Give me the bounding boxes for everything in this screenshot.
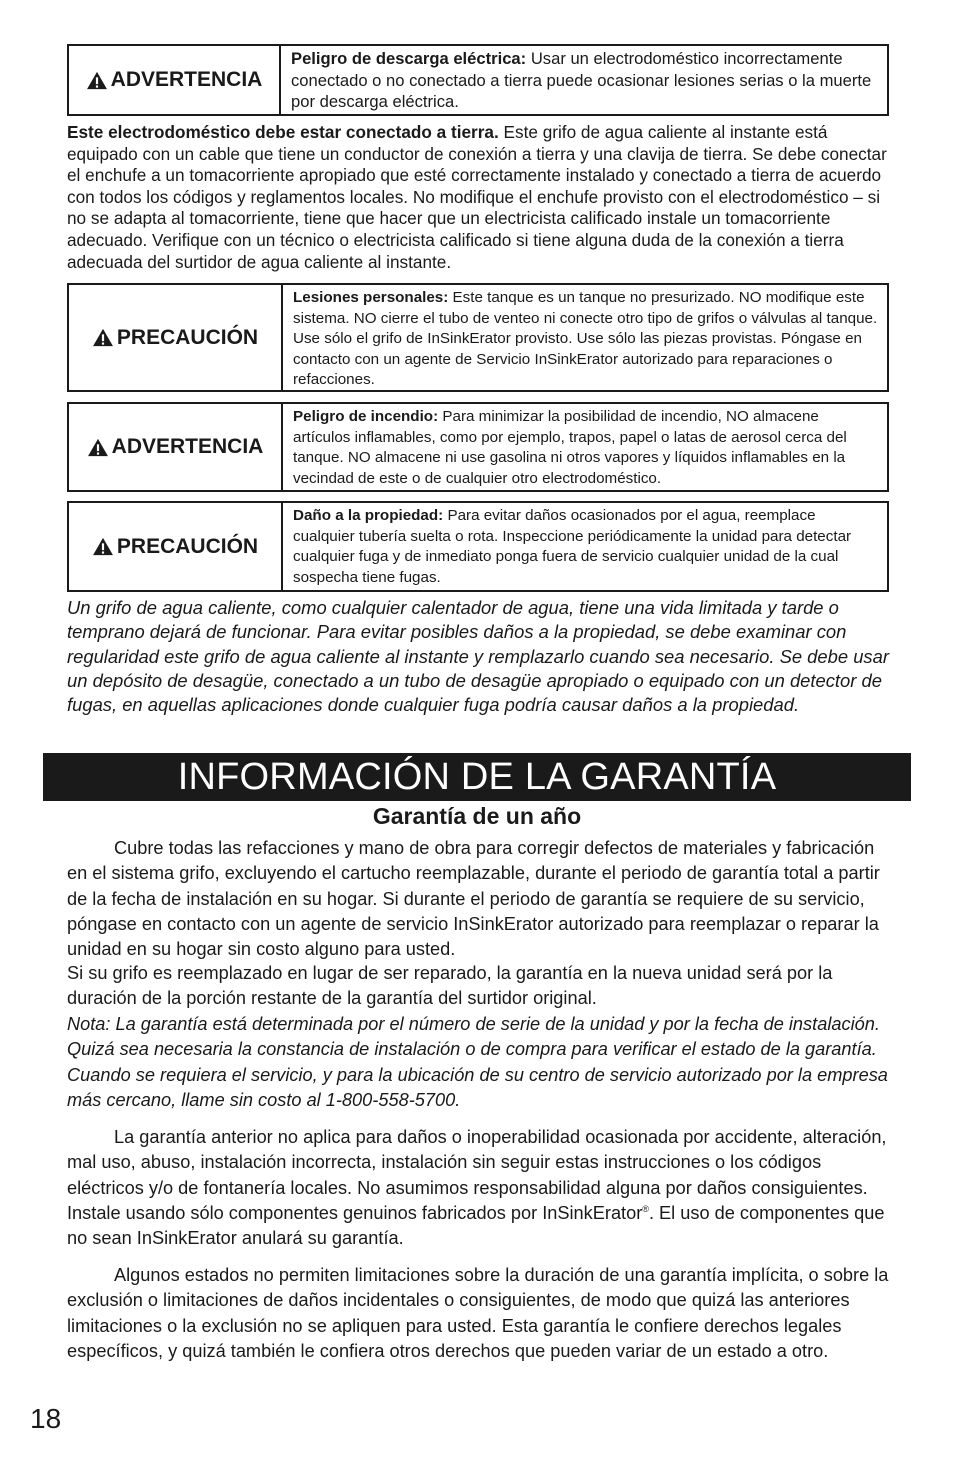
warning-label-text: ADVERTENCIA: [110, 68, 263, 91]
caution-label-text: PRECAUCIÓN: [116, 325, 259, 349]
replacement-paragraph: Si su grifo es reemplazado en lugar de ser reparado, la garantía en la nueva unidad será por la duración de la porción restante de la garantía del surtidor original.: [67, 963, 833, 1009]
grounding-text: Este grifo de agua caliente al instante está equipado con un cable que tiene un conductor de conexión a tierra y una clavija de tierra. Se debe conectar el enchufe a un tomacorriente apropiado que esté correctamente instalado y conectado a tierra de acuerdo con todos los códigos y reglamentos locales. No modifique el enchufe provisto con el electrodoméstico – si no se adapta al tomacorriente, tiene que hacer que un electricista calificado instale un tomacorriente adecuado. Verifique con un técnico o electricista calificado si tiene alguna duda de la conexión a tierra adecuada del surtidor de agua caliente al instante.: [67, 122, 887, 272]
registered-mark: ®: [642, 1203, 649, 1214]
caution-label-text: PRECAUCIÓN: [116, 534, 259, 558]
caution-title: Daño a la propiedad:: [293, 507, 444, 524]
property-damage-caution-box: [67, 501, 889, 592]
warning-triangle-icon: [86, 71, 108, 90]
lifespan-note: Un grifo de agua caliente, como cualquier calentador de agua, tiene una vida limitada y tarde o temprano dejará de funcionar. Para evitar posibles daños a la propiedad, se debe examinar con regularidad este grifo de agua caliente al instante y remplazarlo cuando sea necesario. Se debe usar un depósito de desagüe, conectado a un tubo de desagüe apropiado o equipado con un detector de fugas, en aquellas aplicaciones donde cualquier fuga podría causar daños a la propiedad.: [67, 597, 889, 716]
grounding-bold: Este electrodoméstico debe estar conectado a tierra.: [67, 122, 499, 142]
warranty-coverage-paragraph: Cubre todas las refacciones y mano de obra para corregir defectos de materiales y fabricación en el sistema grifo, excluyendo el cartucho reemplazable, durante el periodo de garantía total a partir de la fecha de instalación en su hogar. Si durante el periodo de garantía se requiere de su servicio, póngase en contacto con un agente de servicio InSinkErator autorizado para reemplazar o reparar la unidad en su hogar sin costo alguno para usted.: [67, 838, 880, 960]
exclusions-text-end: . El uso de componentes que no sean InSinkErator anulará su garantía.: [67, 1202, 885, 1249]
warning-title: Peligro de descarga eléctrica:: [291, 49, 527, 68]
warning-triangle-icon: [92, 537, 114, 556]
personal-injury-caution-box: [67, 283, 889, 392]
page-number: 18: [30, 1403, 62, 1434]
warning-body: Para minimizar la posibilidad de incendio, NO almacene artículos inflamables, como por ejemplo, trapos, papel o latas de aerosol cerca del tanque. NO almacene ni use gasolina ni otros vapores y líquidos inflamables en la vecindad de este o de cualquier otro electrodoméstico.: [293, 408, 847, 487]
warning-label: [69, 404, 283, 490]
caution-body: Este tanque es un tanque no presurizado. NO modifique este sistema. NO cierre el tubo de venteo ni conecte otro tipo de grifos o válvulas al tanque. Use sólo el grifo de InSinkErator provisto. Use sólo las piezas provistas. Póngase en contacto con un agente de Servicio InSinkErator autorizado para reparaciones o refacciones.: [293, 289, 878, 388]
grounding-paragraph: [67, 122, 893, 273]
warning-triangle-icon: [92, 328, 114, 347]
warranty-note-paragraph: Nota: La garantía está determinada por el número de serie de la unidad y por la fecha de instalación. Quizá sea necesaria la constancia de instalación o de compra para verificar el estado de la garantía. Cuando se requiera el servicio, y para la ubicación de su centro de servicio autorizado por la empresa más cercano, llame sin costo al 1-800-558-5700.: [67, 1014, 888, 1110]
caution-title: Lesiones personales:: [293, 289, 449, 306]
warning-triangle-icon: [87, 438, 109, 457]
caution-label: [69, 503, 283, 590]
exclusions-text: La garantía anterior no aplica para daños o inoperabilidad ocasionada por accidente, alteración, mal uso, abuso, instalación incorrecta, instalación sin seguir estas instrucciones o los códigos eléctricos y/o de fontanería locales. No asumimos responsabilidad alguna por daños consiguientes. Instale usando sólo componentes genuinos fabricados por InSinkErator: [67, 1127, 887, 1223]
warning-label-text: ADVERTENCIA: [111, 435, 264, 458]
electric-shock-warning-box: [67, 44, 889, 116]
warning-text: [283, 404, 887, 490]
caution-label: [69, 285, 283, 390]
fire-hazard-warning-box: [67, 402, 889, 492]
warning-title: Peligro de incendio:: [293, 408, 439, 425]
warning-label: [69, 46, 281, 114]
caution-body: Para evitar daños ocasionados por el agua, reemplace cualquier tubería suelta o rota. Inspeccione periódicamente la unidad para detectar cualquier fuga y de inmediato ponga fuera de servicio cualquier unidad de la cual sospecha tiene fugas.: [293, 507, 852, 586]
warning-text: [281, 46, 887, 114]
section-subheading: Garantía de un año: [372, 803, 582, 829]
caution-text: [283, 285, 887, 390]
exclusions-paragraph: [67, 1125, 897, 1251]
caution-text: [283, 503, 887, 590]
state-rights-paragraph: Algunos estados no permiten limitaciones sobre la duración de una garantía implícita, o sobre la exclusión o limitaciones de daños incidentales o consiguientes, de modo que quizá las anteriores limitaciones o la exclusión no se apliquen para usted. Esta garantía le confiere derechos legales específicos, y quizá también le confiera otros derechos que pueden variar de un estado a otro.: [67, 1265, 889, 1361]
warning-body: Usar un electrodoméstico incorrectamente conectado o no conectado a tierra puede ocasionar lesiones serias o la muerte por descarga eléctrica.: [291, 49, 872, 111]
section-banner: INFORMACIÓN DE LA GARANTÍA: [43, 753, 911, 801]
